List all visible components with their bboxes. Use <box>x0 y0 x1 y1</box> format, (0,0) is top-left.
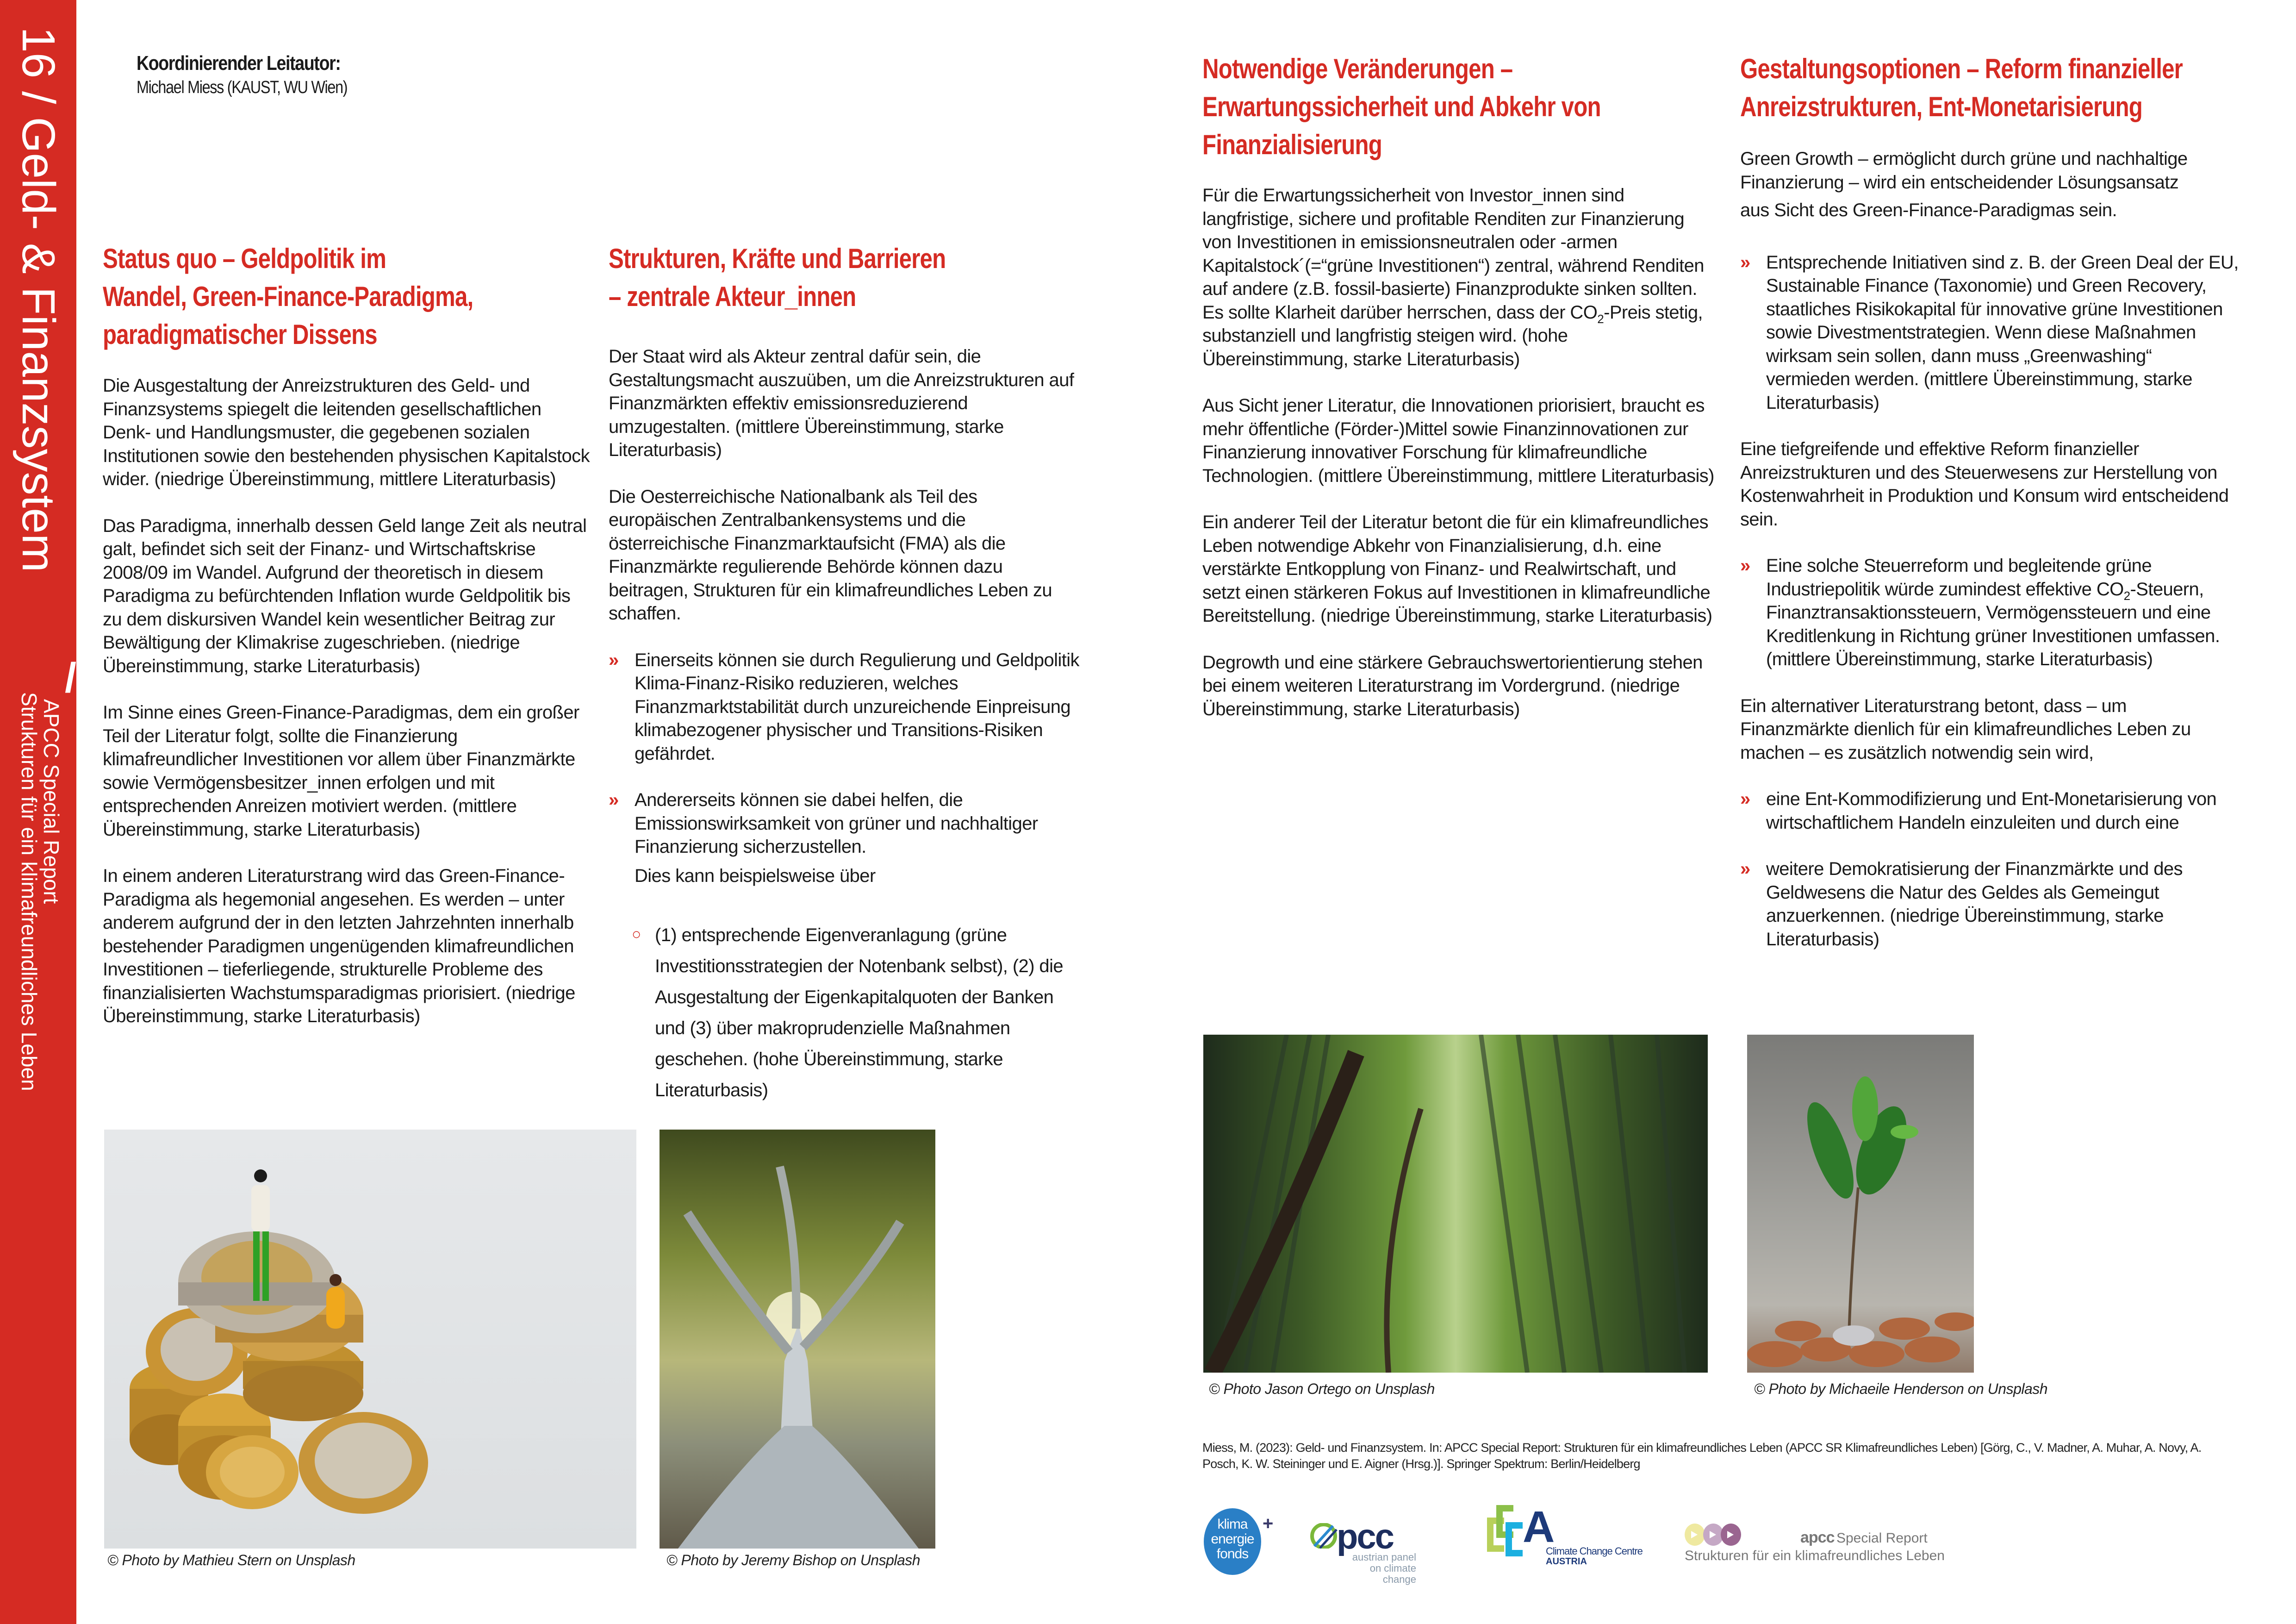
subscript: 2 <box>2123 588 2130 603</box>
paragraph: Im Sinne eines Green-Finance-Paradigmas, dem ein großer Teil der Literatur folgt, sollte die Finanzierung klimafreundlicher Investitionen vor allem über Finanzmärkte sowie Vermögensbesitzer_innen erfolgen und mit entsprechenden Anreizen motiviert werden. (mittlere Übereinstimmung, starke Literaturbasis) <box>103 702 579 840</box>
photo-caption: © Photo by Michaeile Henderson on Unsplash <box>1754 1380 2048 1397</box>
bullet-item <box>1740 251 2240 415</box>
logo-text: klima <box>1217 1517 1248 1532</box>
apcc-hatch-icon <box>1310 1523 1338 1549</box>
paragraph: Aus Sicht jener Literatur, die Innovationen priorisiert, braucht es mehr öffentliche (Förder-)Mittel sowie Finanzinnovationen zur Finanzierung innovativer Forschung für klimafreundliche Technologien. (mittlere Übereinstimmung, mittlere Literaturbasis) <box>1202 395 1714 486</box>
section-heading-status-quo <box>103 240 473 354</box>
ccca-name: Climate Change Centre <box>1546 1545 1643 1557</box>
heading-line: Status quo – Geldpolitik im <box>103 243 386 274</box>
chapter-title <box>13 27 64 675</box>
sub-bullet-text: (1) entsprechende Eigenveranlagung (grüne Investitionsstrategien der Notenbank selbst), (2) die Ausgestaltung der Eigenkapitalquoten der Banken und (3) über makroprudenzielle Maßnahmen geschehen. (hohe Übereinstimmung, starke Literaturbasis) <box>655 925 1064 1100</box>
apcc-tagline: austrian panel <box>1352 1551 1416 1563</box>
author-name: Michael Miess (KAUST, WU Wien) <box>137 78 348 97</box>
logo-text: energie <box>1211 1531 1254 1547</box>
citation: Miess, M. (2023): Geld- und Finanzsystem. In: APCC Special Report: Strukturen für ein klimafreundliches Leben (APCC SR Klimafreundliches Leben) [Görg, C., V. Madner, A. Muhar, A. Novy, A. Posch, K. W. Steininger und E. Aigner (Hrsg.)]. Springer Spektrum: Berlin/Heidelberg <box>1202 1441 2202 1471</box>
separator-slash: / <box>65 655 77 701</box>
photo-coins-figurines <box>104 1130 636 1549</box>
paragraph: Die Oesterreichische Nationalbank als Teil des europäischen Zentralbankensystems und die österreichische Finanzmarktaufsicht (FMA) als die Finanzmärkte regulierende Behörde können dazu beitragen, Strukturen für ein klimafreundliches Leben zu schaffen. <box>609 486 1052 624</box>
paragraph: In einem anderen Literaturstrang wird das Green-Finance-Paradigma als hegemonial angesehen. Es werden – unter anderem aufgrund der in den letzten Jahrzehnten innerhalb bestehender Paradigmen ungenügenden klimafreundlichen Investitionen – tieferliegende, strukturelle Probleme des finanzialisierten Wachstumsparadigmas priorisiert. (niedrige Übereinstimmung, starke Literaturbasis) <box>103 866 575 1026</box>
chapter-title-text: 16 / Geld- & Finanzsystem <box>12 27 64 573</box>
author-label: Koordinierender Leitautor: <box>137 52 341 75</box>
special-report-subtitle: Strukturen für ein klimafreundliches Leben <box>1685 1548 1945 1563</box>
report-subtitle: Strukturen für ein klimafreundliches Leben <box>17 692 41 1091</box>
photo-seedling-coins <box>1747 1035 1974 1373</box>
logo-text: fonds <box>1216 1546 1249 1562</box>
paragraph: Ein alternativer Literaturstrang betont, dass – um Finanzmärkte dienlich für ein klimafreundliches Leben zu machen – es zusätzlich notwendig sein wird, <box>1740 695 2191 763</box>
apcc-tagline: on climate change <box>1369 1562 1416 1585</box>
paragraph: Eine tiefgreifende und effektive Reform finanzieller Anreizstrukturen und des Steuerwesens zur Herstellung von Kostenwahrheit in Produktion und Konsum wird entscheidend sein. <box>1740 439 2229 530</box>
subscript: 2 <box>1597 312 1604 326</box>
ccca-letter: A <box>1523 1502 1555 1552</box>
heading-line: Wandel, Green-Finance-Paradigma, <box>103 281 473 312</box>
chapter-sidebar <box>0 0 76 1624</box>
bullet-item <box>609 649 1081 766</box>
logo-klima-energie-fonds <box>1202 1507 1281 1576</box>
paragraph: Die Ausgestaltung der Anreizstrukturen des Geld- und Finanzsystems spiegelt die leitenden gesellschaftlichen Denk- und Handlungsmuster, die gegebenen sozialen Institutionen sowie den bestehenden physischen Kapitalstock wider. (niedrige Übereinstimmung, mittlere Literaturbasis) <box>103 375 590 489</box>
circle-bullet-icon: ○ <box>632 925 641 943</box>
bullet-chevron-icon: » <box>609 650 619 670</box>
section-body-status-quo <box>103 374 593 1051</box>
bamboo-illustration <box>1203 1035 1708 1373</box>
photo-large-tree <box>660 1130 935 1549</box>
heading-line: Notwendige Veränderungen – <box>1202 53 1513 84</box>
special-report-brand: apcc <box>1800 1529 1835 1546</box>
heading-line: – zentrale Akteur_innen <box>609 281 856 312</box>
section-body-strukturen <box>609 345 1081 1106</box>
arrow-circles-icon <box>1685 1523 1745 1546</box>
ccca-country: AUSTRIA <box>1546 1556 1587 1567</box>
paragraph <box>1202 184 1716 371</box>
paragraph: Ein anderer Teil der Literatur betont die für ein klimafreundliches Leben notwendige Abkehr von Finanzialisierung, d.h. eine verstärkte Entkopplung von Finanz- und Realwirtschaft, und setzt einen stärkeren Fokus auf Investitionen in klimafreundliche Bereitstellung. (niedrige Übereinstimmung, starke Literaturbasis) <box>1202 512 1712 626</box>
section-body-gestaltungsoptionen <box>1740 147 2240 974</box>
text-run: -Preis stetig, substanziell und langfristig steigen wird. (hohe Übereinstimmung, starke Literaturbasis) <box>1202 302 1703 369</box>
paragraph: Degrowth und eine stärkere Gebrauchswertorientierung stehen bei einem weiteren Literaturstrang im Vordergrund. (niedrige Übereinstimmung, starke Literaturbasis) <box>1202 652 1703 719</box>
sub-bullet-item <box>609 920 1081 1106</box>
section-heading-veraenderungen <box>1202 50 1601 164</box>
bullet-text: Andererseits können sie dabei helfen, die Emissionswirksamkeit von grüner und nachhaltiger Finanzierung sicherzustellen. <box>635 790 1038 857</box>
paragraph: aus Sicht des Green-Finance-Paradigmas sein. <box>1740 200 2117 220</box>
special-report-title: Special Report <box>1836 1530 1928 1546</box>
paragraph: Green Growth – ermöglicht durch grüne und nachhaltige Finanzierung – wird ein entscheidender Lösungsansatz <box>1740 149 2188 193</box>
heading-line: Strukturen, Kräfte und Barrieren <box>609 243 946 274</box>
tree-illustration <box>660 1130 935 1549</box>
bullet-item <box>1740 554 2240 671</box>
heading-line: Gestaltungsoptionen – Reform finanzieller <box>1740 53 2183 84</box>
heading-line: paradigmatischer Dissens <box>103 319 377 350</box>
bullet-text: Einerseits können sie durch Regulierung und Geldpolitik Klima-Finanz-Risiko reduzieren, welches Finanzmarktstabilität durch unzureichende Einpreisung klimabezogener physischer und Transitions-Risiken gefährdet. <box>635 650 1079 764</box>
text-run: Für die Erwartungssicherheit von Investor_innen sind langfristige, sichere und profitable Renditen zur Finanzierung von Investitionen in emissionsneutralen oder -armen Kapitalstock´(=“grüne Investitionen“) zentral, während Renditen auf andere (z.B. fossil-basierte) Finanzprodukte sinken sollten. Es sollte Klarheit darüber herrschen, dass der CO <box>1202 185 1704 323</box>
plus-icon: + <box>1263 1513 1274 1534</box>
section-body-veraenderungen <box>1202 184 1716 744</box>
section-heading-gestaltungsoptionen <box>1740 50 2183 126</box>
author-block <box>137 52 385 98</box>
bullet-continuation: Dies kann beispielsweise über <box>635 865 876 886</box>
bullet-chevron-icon: » <box>1740 789 1750 809</box>
photo-caption: © Photo Jason Ortego on Unsplash <box>1209 1380 1435 1397</box>
bullet-text: -Steuern, Finanztransaktionssteuern, Vermögenssteuern und eine Kreditlenkung in Richtung grüner Investitionen umfassen. (mittlere Übereinstimmung, starke Literaturbasis) <box>1766 579 2220 669</box>
logo-apcc <box>1310 1517 1449 1585</box>
logo-ccca <box>1486 1502 1661 1569</box>
heading-line: Erwartungssicherheit und Abkehr von <box>1202 91 1601 122</box>
coins-illustration <box>104 1130 636 1549</box>
paragraph: Das Paradigma, innerhalb dessen Geld lange Zeit als neutral galt, befindet sich seit der Finanz- und Wirtschaftskrise 2008/09 im Wandel. Aufgrund der theoretisch in diesem Paradigma zu befürchtenden Inflation wurde Geldpolitik bis zu dem diskursiven Wandel kein wesentlicher Beitrag zur Bewältigung der Klimakrise zugeschrieben. (niedrige Übereinstimmung, starke Literaturbasis) <box>103 515 587 676</box>
bullet-text: eine Ent-Kommodifizierung und Ent-Monetarisierung von wirtschaftlichem Handeln einzuleiten und durch eine <box>1766 789 2217 833</box>
bullet-chevron-icon: » <box>1740 556 1750 576</box>
bullet-text: weitere Demokratisierung der Finanzmärkte und des Geldwesens die Natur des Geldes als Gemeingut anzuerkennen. (niedrige Übereinstimmung, starke Literaturbasis) <box>1766 859 2183 949</box>
heading-line: Anreizstrukturen, Ent-Monetarisierung <box>1740 91 2143 122</box>
bullet-item <box>1740 787 2240 834</box>
heading-line: Finanzialisierung <box>1202 129 1382 160</box>
photo-caption: © Photo by Mathieu Stern on Unsplash <box>107 1552 355 1568</box>
seedling-illustration <box>1747 1035 1974 1373</box>
bullet-item <box>609 788 1081 887</box>
section-heading-strukturen <box>609 240 946 316</box>
paragraph: Der Staat wird als Akteur zentral dafür sein, die Gestaltungsmacht auszuüben, um die Anreizstrukturen auf Finanzmärkten effektiv emissionsreduzierend umzugestalten. (mittlere Übereinstimmung, starke Literaturbasis) <box>609 346 1074 460</box>
bullet-text: Entsprechende Initiativen sind z. B. der Green Deal der EU, Sustainable Finance (Taxonomie) und Green Recovery, staatliches Risikokapital für innovative grüne Investitionen sowie Divestmentstrategien. Wenn diese Maßnahmen wirksam sein sollen, dann muss „Greenwashing“ vermieden werden. (mittlere Übereinstimmung, starke Literaturbasis) <box>1766 252 2239 413</box>
bullet-text: Eine solche Steuerreform und begleitende grüne Industriepolitik würde zumindest effektive CO <box>1766 556 2152 600</box>
apcc-wordmark: pcc <box>1337 1517 1393 1556</box>
bullet-chevron-icon: » <box>609 790 619 810</box>
bullet-chevron-icon: » <box>1740 252 1750 273</box>
logo-apcc-special-report <box>1685 1523 1985 1574</box>
report-title-block <box>13 655 77 1167</box>
bullet-item <box>1740 857 2240 951</box>
bullet-chevron-icon: » <box>1740 859 1750 879</box>
photo-caption: © Photo by Jeremy Bishop on Unsplash <box>666 1552 921 1568</box>
report-name: APCC Special Report <box>39 699 63 904</box>
photo-bamboo-forest <box>1203 1035 1708 1373</box>
